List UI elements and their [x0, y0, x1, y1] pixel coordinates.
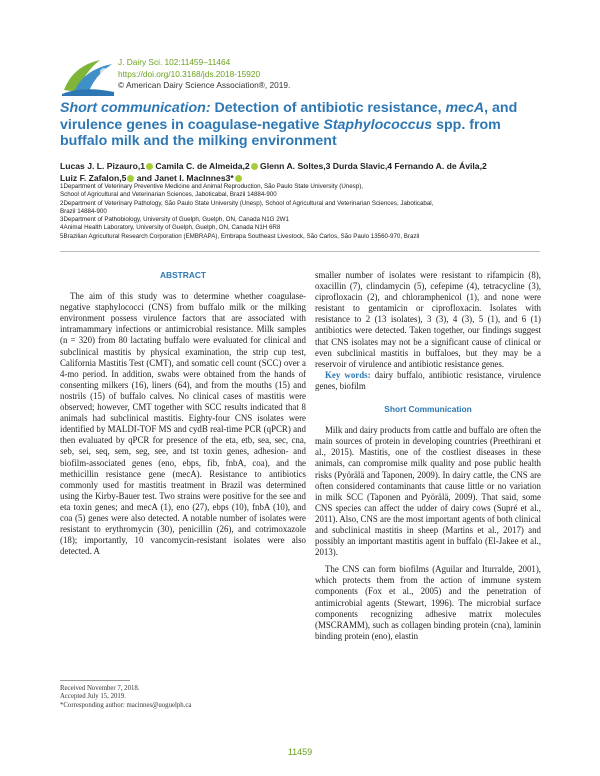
orcid-icon[interactable] [146, 163, 153, 170]
affiliation: 1Department of Veterinary Preventive Medicine and Animal Reproduction, São Paulo State University (Unesp), [60, 183, 363, 190]
citation: J. Dairy Sci. 102:11459–11464 [118, 57, 231, 67]
title-text: spp. from buffalo milk and the milking environment [60, 116, 501, 149]
abstract-continued: smaller number of isolates were resistant to rifampicin (8), oxacillin (7), clindamycin (5), cefepime (4), tetracycline (3), ciprofloxacin (2), and chloramphenicol (1), and none were resistant to gentamicin or ciprofloxacin. Isolates with resistance to 2 (13 isolates), 3 (3), 4 (3), 5 (1), and 6 (1) antibiotics were detected. Taken together, our findings suggest that CNS isolates may not be a significant cause of clinical or even subclinical mastitis in buffaloes, but they may be a reservoir of virulence and antibiotic resistance genes. [315, 270, 541, 369]
accepted-date: Accepted July 15, 2019. [60, 693, 126, 701]
article-title [60, 100, 540, 150]
right-column [315, 270, 541, 642]
keywords-text: dairy buffalo, antibiotic resistance, virulence genes, biofilm [315, 369, 541, 391]
affiliation: Brazil 14884-900 [60, 207, 107, 215]
body-paragraph: The CNS can form biofilms (Aguilar and Iturralde, 2001), which protects them from the action of immune system components (Fox et al., 2005) and the penetration of antimicrobial agents (Stewart, 1996). The microbial surface components recognizing adhesive matrix molecules (MSCRAMM), such as collagen binding protein (cna), laminin binding protein (eno), elastin [315, 564, 541, 641]
title-prefix: Short communication: [60, 100, 211, 116]
title-text: , and virulence genes in coagulase-negative [60, 100, 518, 133]
copyright: © American Dairy Science Association®, 2019. [118, 80, 291, 90]
author-list [60, 161, 550, 184]
author: Camila C. de Almeida,2 [155, 161, 250, 171]
title-genus: Staphylococcus [323, 116, 433, 133]
abstract-text: The aim of this study was to determine whether coagulase-negative staphylococci (CNS) from buffalo milk or the milking environment possess virulence factors that are associated with intramammary infections or antimicrobial resistance. Milk samples (n = 320) from 80 lactating buffalo were evaluated for clinical and subclinical mastitis by physical examination, the strip cup test, California Mastitis Test (CMT), and somatic cell count (SCC) over a 4-mo period. In addition, swabs were obtained from the hands of consenting milkers (16), liners (64), and from the mouths (15) and nostrils (15) of buffalo calves. No clinical cases of mastitis were observed; however, CMT together with SCC results indicated that 8 animals had subclinical mastitis. Eighty-four CNS isolates were identified by MALDI-TOF MS and cydB real-time PCR (qPCR) and then evaluated by qPCR for presence of the eta, etb, sea, sec, cna, seb, sei, seq, sem, seg, see, and tst toxin genes, adhesion- and biofilm-associated genes (eno, ebps, fib, fnbA, coa), and the methicillin resistance gene (mecA). Resistance to antibiotics commonly used for mastitis treatment in Brazil was determined using the Kirby-Bauer test. Two strains were positive for the see and eta toxin genes; and mecA (1), eno (27), ebps (10), fnbA (10), and coa (5) genes were also detected. A notable number of isolates were resistant to erythromycin (30), penicillin (26), and cotrimoxazole (18); importantly, 10 vancomycin-resistant isolates were also detected. A [60, 291, 306, 557]
orcid-icon[interactable] [251, 163, 258, 170]
author: Lucas J. L. Pizauro,1 [60, 161, 146, 171]
affiliation: 3Department of Pathobiology, University of Guelph, Guelph, ON, Canada N1G 2W1 [60, 216, 289, 224]
left-column [60, 270, 306, 557]
journal-logo-icon [60, 52, 116, 98]
author: Fernando A. de Ávila,2 [394, 161, 487, 171]
abstract-heading: ABSTRACT [159, 270, 207, 280]
author: Luiz F. Zafalon,5 [60, 172, 127, 183]
footnotes [60, 685, 306, 710]
author: and Janet I. MacInnes3* [136, 172, 234, 183]
author: Durda Slavic,4 [332, 161, 393, 171]
doi-link[interactable]: https://doi.org/10.3168/jds.2018-15920 [118, 68, 261, 79]
footnote-divider [60, 680, 130, 681]
affiliation: School of Agricultural and Veterinarian Sciences, Jaboticabal, Brazil 14884-900 [60, 191, 277, 199]
keywords [315, 370, 541, 392]
corresponding-author: *Corresponding author: macinnes@uoguelph.ca [60, 701, 192, 709]
orcid-icon[interactable] [127, 175, 134, 182]
received-date: Received November 7, 2018. [60, 685, 140, 692]
title-gene: mecA [445, 100, 485, 116]
body-paragraph: Milk and dairy products from cattle and buffalo are often the main sources of protein in developing countries (Preethirani et al., 2015). Mastitis, one of the costliest diseases in these animals, can compromise milk quality and pose public health risks (Pyörälä and Taponen, 2009). In dairy cattle, the CNS are often considered contaminants that cause little or no variation in milk SCC (Taponen and Pyörälä, 2009). That said, some CNS species can affect the udder of dairy cows (Supré et al., 2011). Also, CNS are the most important agents of both clinical and subclinical mastitis in sheep (Martins et al., 2017) and possibly an important mastitis agent in buffalo (El-Jakee et al., 2013). [315, 425, 541, 558]
affiliation: 4Animal Health Laboratory, University of Guelph, Guelph, ON, Canada N1H 6R8 [60, 224, 281, 232]
affiliation: 5Brazilian Agricultural Research Corporation (EMBRAPA), Embrapa Southeast Livestock, São Carlos, São Paulo 13560-970, Brazil [60, 232, 420, 240]
orcid-icon[interactable] [235, 175, 242, 182]
title-text: Detection of antibiotic resistance, [210, 100, 446, 116]
page-number: 11459 [287, 747, 313, 757]
section-heading: Short Communication [384, 404, 472, 415]
affiliations [60, 183, 550, 241]
journal-info [118, 57, 290, 92]
header-divider [60, 251, 540, 252]
author: Glenn A. Soltes,3 [260, 161, 331, 171]
affiliation: 2Department of Veterinary Pathology, São Paulo State University (Unesp), School of Agricultural and Veterinarian Sciences, Jaboticabal, [60, 199, 434, 207]
keywords-label: Key words: [325, 369, 371, 380]
